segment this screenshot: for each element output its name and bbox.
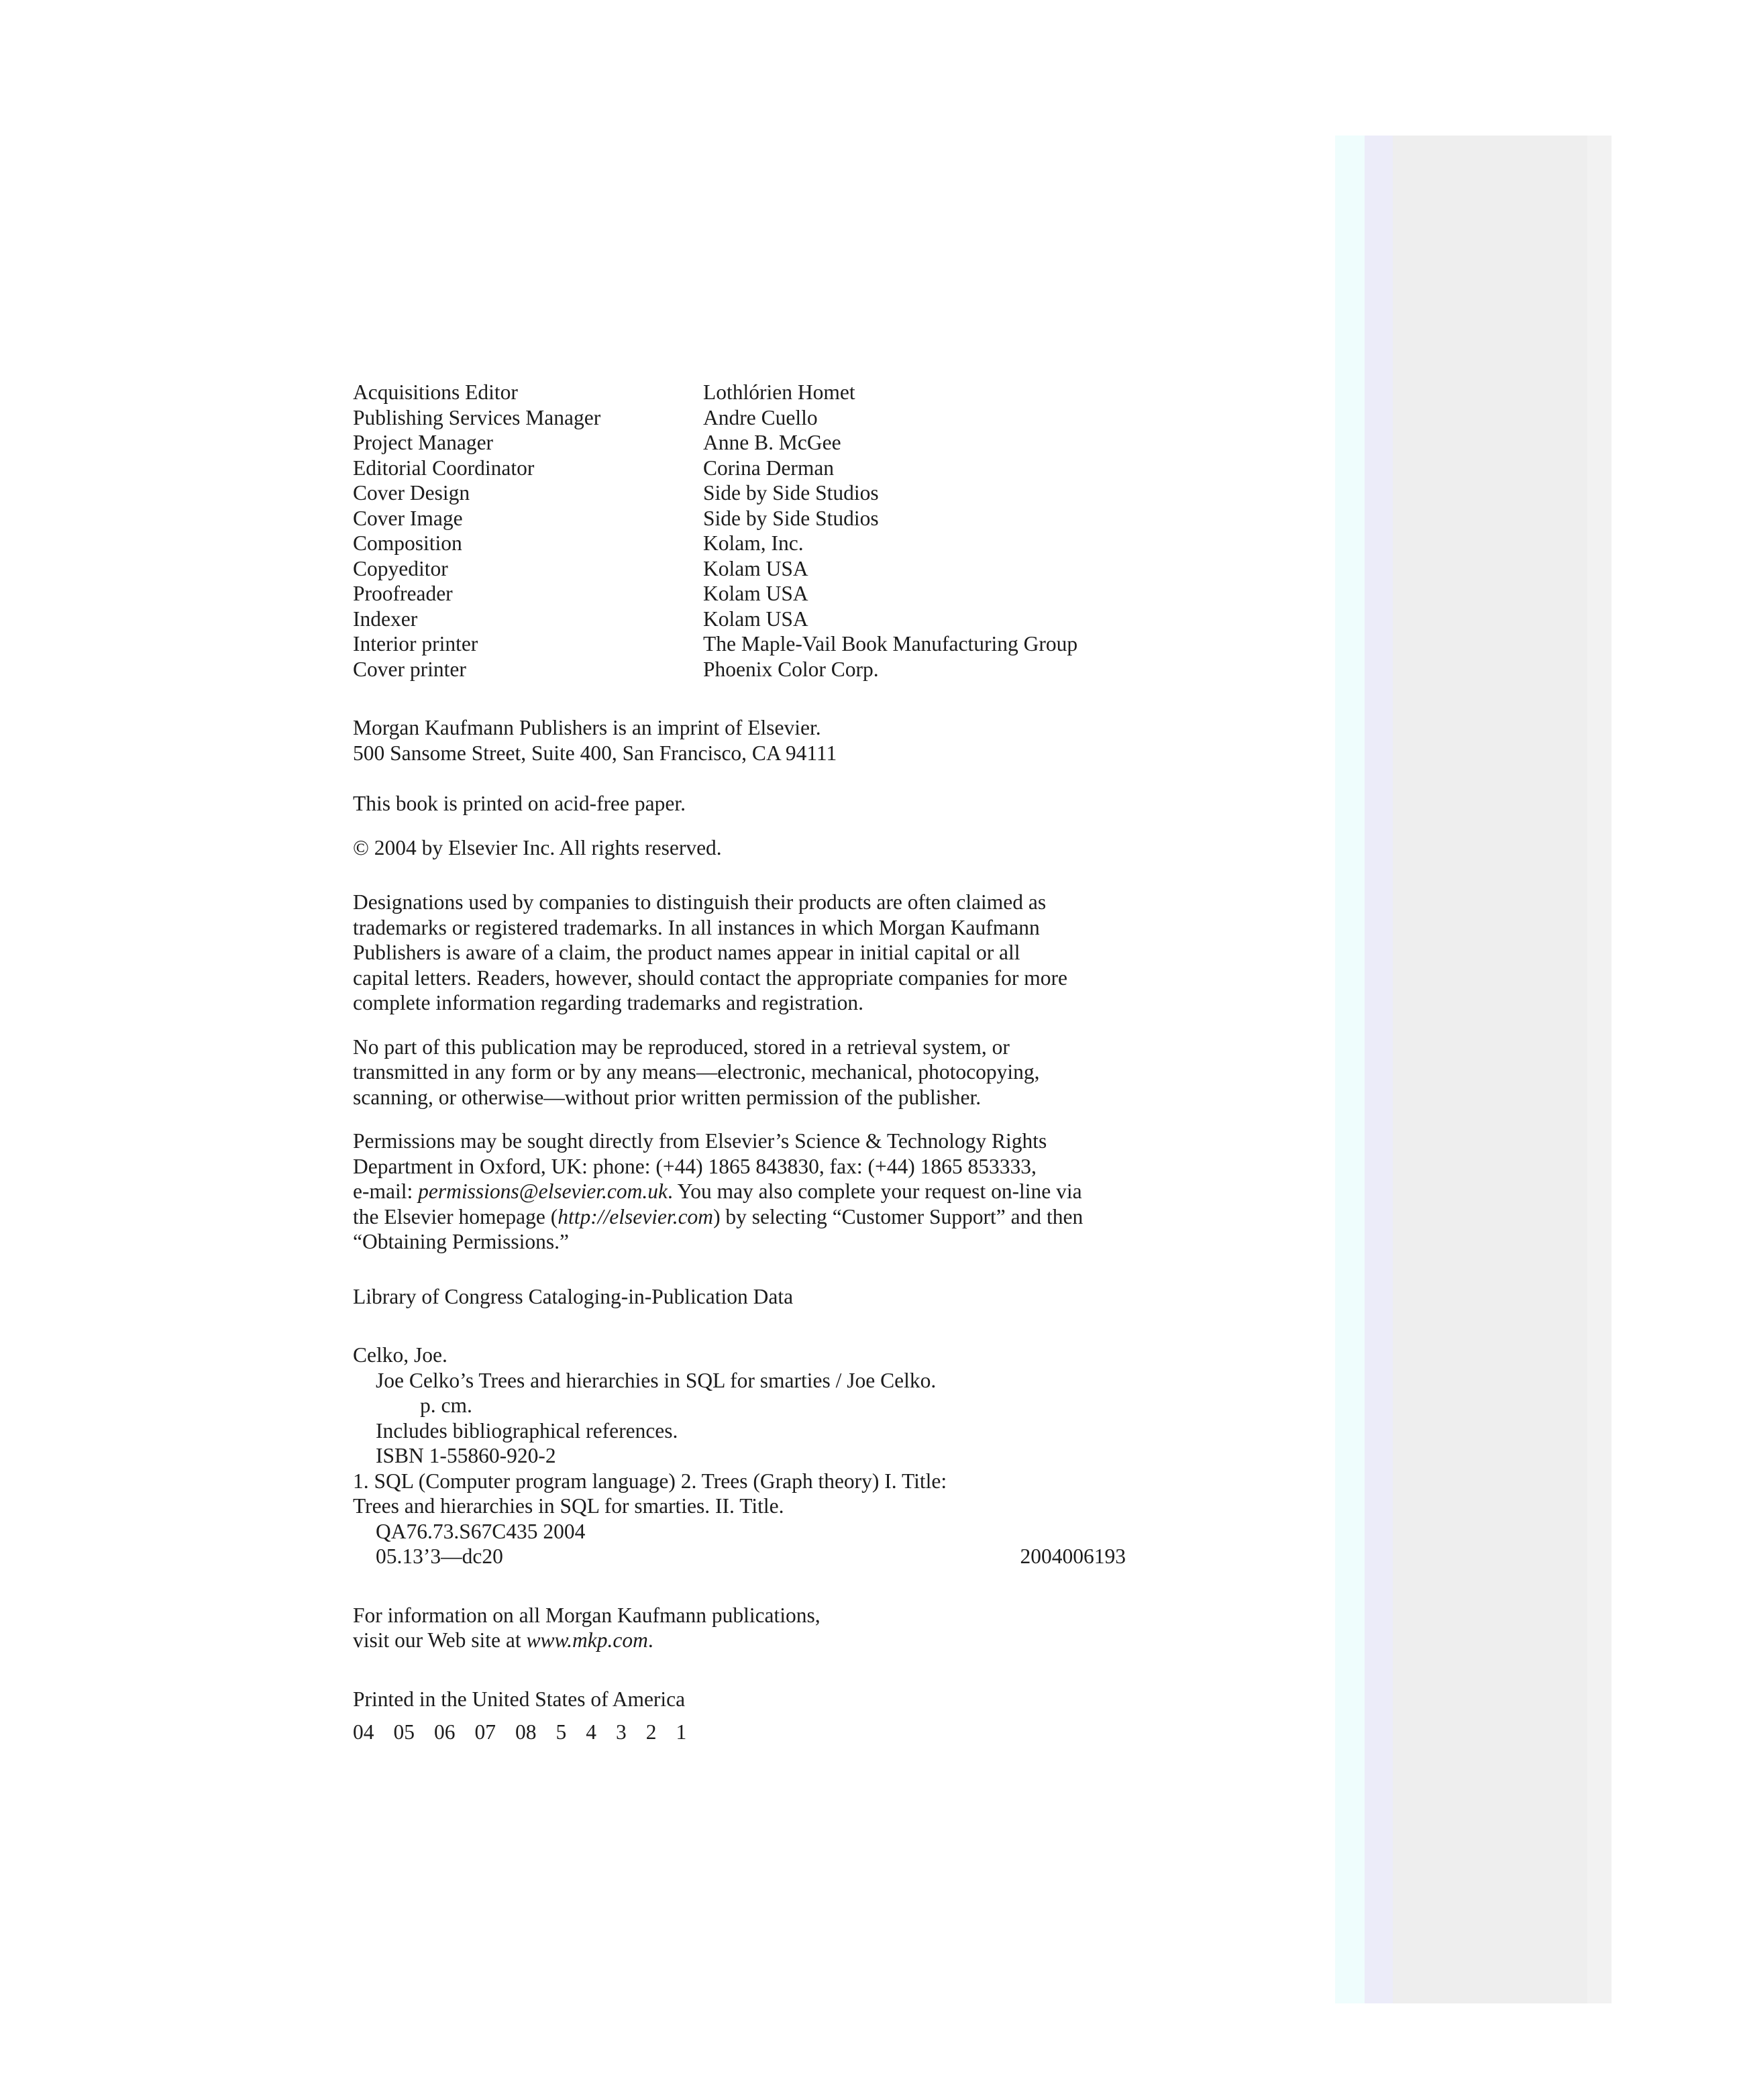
credit-role: Composition bbox=[353, 531, 462, 555]
credit-role: Indexer bbox=[353, 607, 418, 631]
print-number: 07 bbox=[474, 1720, 496, 1744]
printed-in: Printed in the United States of America bbox=[353, 1687, 686, 1711]
text-line: Permissions may be sought directly from Elsevier’s Science & Technology Rights bbox=[353, 1129, 1047, 1153]
cip-pcm: p. cm. bbox=[420, 1394, 472, 1417]
credit-role: Cover printer bbox=[353, 657, 466, 681]
cip-author: Celko, Joe. bbox=[353, 1343, 447, 1367]
credit-name: Lothlórien Homet bbox=[703, 380, 855, 404]
credit-role: Cover Design bbox=[353, 481, 470, 505]
text-line: No part of this publication may be reproduced, stored in a retrieval system, or bbox=[353, 1035, 1010, 1059]
text-line: trademarks or registered trademarks. In all instances in which Morgan Kaufmann bbox=[353, 915, 1040, 939]
page-content bbox=[353, 380, 1131, 1745]
cip-heading: Library of Congress Cataloging-in-Publication Data bbox=[353, 1284, 794, 1308]
cip-subjects: Trees and hierarchies in SQL for smarties. II. Title. bbox=[353, 1494, 784, 1518]
credit-name: Kolam USA bbox=[703, 582, 808, 605]
credit-name: Kolam USA bbox=[703, 556, 808, 580]
text-line: capital letters. Readers, however, should contact the appropriate companies for more bbox=[353, 965, 1067, 990]
text-line: Designations used by companies to distinguish their products are often claimed as bbox=[353, 890, 1047, 914]
credit-name: Kolam USA bbox=[703, 607, 808, 631]
print-number: 05 bbox=[393, 1720, 415, 1744]
text-line: Department in Oxford, UK: phone: (+44) 1865 843830, fax: (+44) 1865 853333, bbox=[353, 1154, 1037, 1178]
more-info bbox=[353, 1603, 1131, 1653]
mkp-site-link[interactable]: www.mkp.com bbox=[526, 1628, 648, 1652]
text-line bbox=[353, 1179, 1131, 1204]
text-line: scanning, or otherwise—without prior written permission of the publisher. bbox=[353, 1085, 982, 1109]
cip-dewey: 05.13’3—dc20 bbox=[376, 1544, 503, 1568]
print-number: 4 bbox=[586, 1720, 596, 1744]
margin-strip bbox=[1393, 136, 1587, 2003]
margin-strip bbox=[1365, 136, 1393, 2003]
text-line bbox=[353, 1628, 1131, 1653]
print-number: 04 bbox=[353, 1720, 374, 1744]
credit-name: Corina Derman bbox=[703, 456, 835, 480]
credit-name: Andre Cuello bbox=[703, 405, 818, 429]
credit-role: Acquisitions Editor bbox=[353, 380, 518, 404]
permissions-paragraph bbox=[353, 1128, 1131, 1255]
publisher-line: Morgan Kaufmann Publishers is an imprint of Elsevier. bbox=[353, 716, 821, 739]
print-number: 08 bbox=[515, 1720, 537, 1744]
trademarks-paragraph bbox=[353, 890, 1131, 1016]
credit-role: Cover Image bbox=[353, 506, 463, 530]
acid-free-note: This book is printed on acid-free paper. bbox=[353, 792, 686, 815]
credit-role: Interior printer bbox=[353, 632, 478, 655]
email-link[interactable]: permissions@elsevier.com.uk bbox=[418, 1179, 668, 1203]
credit-role: Proofreader bbox=[353, 582, 453, 605]
text-span: . bbox=[647, 1628, 653, 1652]
print-number: 5 bbox=[556, 1720, 567, 1744]
credit-name: Side by Side Studios bbox=[703, 506, 879, 530]
publisher-address: 500 Sansome Street, Suite 400, San Francisco, CA 94111 bbox=[353, 741, 837, 765]
cip-lc-class: QA76.73.S67C435 2004 bbox=[376, 1519, 586, 1543]
print-number: 06 bbox=[434, 1720, 456, 1744]
credit-role: Editorial Coordinator bbox=[353, 456, 535, 480]
text-span: ) by selecting “Customer Support” and then bbox=[713, 1204, 1084, 1228]
text-line: transmitted in any form or by any means—electronic, mechanical, photocopying, bbox=[353, 1060, 1040, 1084]
cip-isbn: ISBN 1-55860-920-2 bbox=[376, 1444, 556, 1467]
cip-title: Joe Celko’s Trees and hierarchies in SQL for smarties / Joe Celko. bbox=[376, 1368, 937, 1392]
credit-name: Anne B. McGee bbox=[703, 431, 841, 454]
cip-last-row bbox=[353, 1544, 1126, 1569]
credit-role: Copyeditor bbox=[353, 556, 448, 580]
cip-record bbox=[353, 1343, 1131, 1569]
text-line: For information on all Morgan Kaufmann publications, bbox=[353, 1603, 821, 1627]
text-span: the Elsevier homepage ( bbox=[353, 1204, 558, 1228]
elsevier-url-link[interactable]: http://elsevier.com bbox=[558, 1204, 714, 1228]
text-line: complete information regarding trademarks and registration. bbox=[353, 991, 863, 1014]
credit-name: Kolam, Inc. bbox=[703, 531, 804, 555]
text-line: “Obtaining Permissions.” bbox=[353, 1230, 569, 1253]
cip-includes: Includes bibliographical references. bbox=[376, 1418, 678, 1442]
no-reproduction-paragraph bbox=[353, 1035, 1131, 1110]
cip-subjects: 1. SQL (Computer program language) 2. Trees (Graph theory) I. Title: bbox=[353, 1469, 947, 1493]
credit-role: Publishing Services Manager bbox=[353, 405, 601, 429]
cip-lccn: 2004006193 bbox=[1020, 1544, 1126, 1568]
text-span: . You may also complete your request on-line via bbox=[668, 1179, 1082, 1203]
margin-strip bbox=[1587, 136, 1612, 2003]
credit-name: The Maple-Vail Book Manufacturing Group bbox=[703, 632, 1078, 655]
print-line-numbers bbox=[353, 1720, 1131, 1745]
publisher-info bbox=[353, 715, 1131, 766]
margin-strip bbox=[1335, 136, 1365, 2003]
text-line: Publishers is aware of a claim, the product names appear in initial capital or all bbox=[353, 941, 1020, 964]
credit-name: Side by Side Studios bbox=[703, 481, 879, 505]
credits-list bbox=[353, 380, 1131, 682]
text-line bbox=[353, 1204, 1131, 1230]
print-number: 2 bbox=[645, 1720, 657, 1744]
text-span: visit our Web site at bbox=[353, 1628, 527, 1652]
credit-name: Phoenix Color Corp. bbox=[703, 657, 879, 681]
print-number: 1 bbox=[676, 1720, 687, 1744]
credit-role: Project Manager bbox=[353, 431, 494, 454]
print-number: 3 bbox=[616, 1720, 627, 1744]
copyright-notice: © 2004 by Elsevier Inc. All rights reserved. bbox=[353, 835, 722, 859]
text-span: e-mail: bbox=[353, 1179, 419, 1203]
